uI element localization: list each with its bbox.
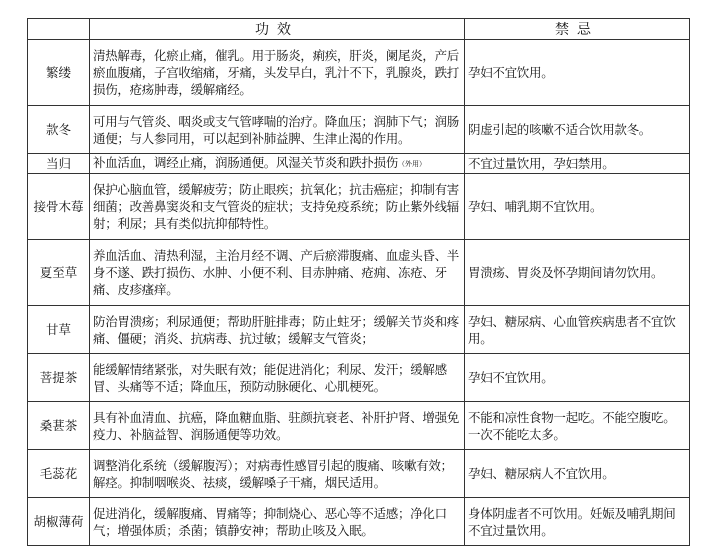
herb-effect [90, 450, 465, 498]
herb-name: 接骨木莓 [28, 174, 90, 240]
table-row [28, 498, 690, 546]
herb-effect-text: 养血活血、清热利湿，主治月经不调、产后瘀滞腹痛、血虚头昏、半身不遂、跌打损伤、水肿、小便不利、目赤肿痛、疮痈、冻疮、牙痛、皮疹瘙痒。 [93, 248, 460, 297]
table-row [28, 450, 690, 498]
herb-effect [90, 402, 465, 450]
herb-effect-text: 调整消化系统（缓解腹泻）；对病毒性感冒引起的腹痛、咳嗽有效；解痉。抑制咽喉炎、祛痰，缓解嗓子干痛，烟民适用。 [93, 457, 453, 490]
herb-effect [90, 154, 465, 174]
herb-tea-table [27, 18, 690, 546]
herb-name: 当归 [28, 154, 90, 174]
header-contra: 禁忌 [465, 19, 690, 40]
herb-contraindication: 孕妇不宜饮用。 [465, 354, 690, 402]
header-effect: 功效 [90, 19, 465, 40]
herb-contraindication: 孕妇不宜饮用。 [465, 40, 690, 106]
herb-effect [90, 174, 465, 240]
herb-effect-note: （外用） [398, 160, 427, 168]
herb-name: 甘草 [28, 306, 90, 354]
herb-effect-text: 防治胃溃疡；利尿通便；帮助肝脏排毒；防止蛀牙；缓解关节炎和疼痛、僵硬；消炎、抗病毒、抗过敏；缓解支气管炎； [93, 313, 460, 346]
table-row [28, 174, 690, 240]
herb-contraindication: 孕妇、糖尿病人不宜饮用。 [465, 450, 690, 498]
herb-effect-text: 补血活血，调经止痛，润肠通便。风湿关节炎和跌扑损伤 [93, 155, 399, 170]
herb-contraindication: 胃溃疡、胃炎及怀孕期间请勿饮用。 [465, 240, 690, 306]
herb-name: 款冬 [28, 106, 90, 154]
herb-effect-text: 具有补血清血、抗癌，降血糖血脂、驻颜抗衰老、补肝护肾、增强免疫力、补脑益智、润肠通便等功效。 [93, 409, 460, 442]
herb-name: 胡椒薄荷 [28, 498, 90, 546]
table-row [28, 306, 690, 354]
table-row [28, 354, 690, 402]
table-row [28, 40, 690, 106]
herb-effect [90, 498, 465, 546]
herb-effect-text: 能缓解情绪紧张，对失眠有效；能促进消化；利尿、发汗；缓解感冒、头痛等不适；降血压，预防动脉硬化、心肌梗死。 [93, 361, 447, 394]
herb-effect-text: 促进消化，缓解腹痛、胃痛等；抑制烧心、恶心等不适感；净化口气；增强体质；杀菌；镇静安神；帮助止咳及入眠。 [93, 505, 447, 538]
herb-effect-text: 保护心脑血管，缓解疲劳；防止眼疾；抗氧化；抗击癌症；抑制有害细菌；改善鼻窦炎和支气管炎的症状；支持免疫系统；防止紫外线辐射；利尿；具有类似抗抑郁特性。 [93, 182, 460, 231]
herb-contraindication: 阴虚引起的咳嗽不适合饮用款冬。 [465, 106, 690, 154]
table-row [28, 154, 690, 174]
herb-contraindication: 不能和凉性食物一起吃。不能空腹吃。一次不能吃太多。 [465, 402, 690, 450]
herb-name: 桑葚茶 [28, 402, 90, 450]
herb-effect [90, 306, 465, 354]
herb-contraindication: 孕妇、糖尿病、心血管疾病患者不宜饮用。 [465, 306, 690, 354]
header-name [28, 19, 90, 40]
herb-effect-text: 可用与气管炎、咽炎或支气管哮喘的治疗。降血压；润肺下气；润肠通便；与人参同用，可以起到补肺益脾、生津止渴的作用。 [93, 113, 460, 146]
table-row [28, 240, 690, 306]
table-row [28, 402, 690, 450]
herb-contraindication: 不宜过量饮用，孕妇禁用。 [465, 154, 690, 174]
table-row [28, 106, 690, 154]
herb-contraindication: 身体阴虚者不可饮用。妊娠及哺乳期间不宜过量饮用。 [465, 498, 690, 546]
herb-contraindication: 孕妇、哺乳期不宜饮用。 [465, 174, 690, 240]
herb-effect-text: 清热解毒，化瘀止痛，催乳。用于肠炎，痢疾，肝炎，阑尾炎，产后瘀血腹痛，子宫收缩痛，牙痛，头发早白，乳汁不下，乳腺炎，跌打损伤，疮疡肿毒，缓解痛经。 [93, 48, 460, 97]
herb-name: 繁缕 [28, 40, 90, 106]
herb-name: 夏至草 [28, 240, 90, 306]
herb-name: 毛蕊花 [28, 450, 90, 498]
header-row [28, 19, 690, 40]
herb-name: 菩提茶 [28, 354, 90, 402]
herb-effect [90, 354, 465, 402]
herb-effect [90, 40, 465, 106]
herb-effect [90, 106, 465, 154]
herb-effect [90, 240, 465, 306]
